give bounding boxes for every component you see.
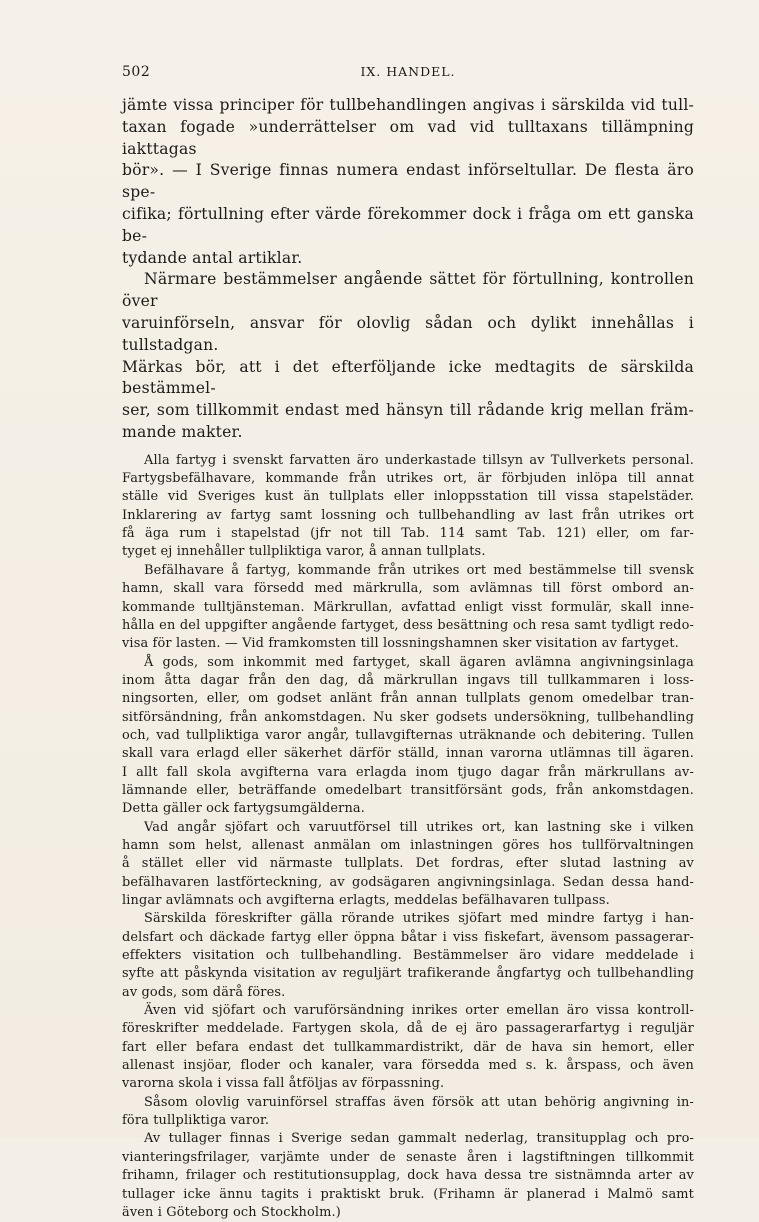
text-line: lämnande eller, beträffande omedelbart transitförsänt gods, från ankomstdagen. bbox=[122, 782, 694, 798]
text-line: varorna skola i vissa fall åtföljas av förpassning. bbox=[122, 1076, 445, 1092]
small-print-block bbox=[122, 452, 694, 1222]
text-line: effekters visitation och tullbehandling. Bestämmelser äro vidare meddelade i bbox=[122, 948, 694, 964]
text-line: Av tullager finnas i Sverige sedan gammalt nederlag, transitupplag och pro- bbox=[144, 1131, 694, 1147]
text-line: Märkas bör, att i det efterföljande icke medtagits de särskilda bestämmel- bbox=[122, 357, 694, 398]
text-line: få äga rum i stapelstad (jfr not till Tab. 114 samt Tab. 121) eller, om far- bbox=[122, 526, 694, 542]
text-line: frihamn, frilager och restitutionsupplag, dock hava dessa tre sistnämnda arter av bbox=[122, 1168, 694, 1184]
page-number: 502 bbox=[122, 64, 151, 80]
text-line: föra tullpliktiga varor. bbox=[122, 1113, 270, 1129]
page-header bbox=[122, 64, 694, 84]
text-line: inom åtta dagar från den dag, då märkrullan ingavs till tullkammaren i loss- bbox=[122, 672, 694, 688]
text-line: vianteringsfrilager, varjämte under de senaste åren i lagstiftningen tillkommit bbox=[122, 1149, 694, 1165]
text-line: I allt fall skola avgifterna vara erlagda inom tjugo dagar från märkrullans av- bbox=[122, 764, 694, 780]
text-line: taxan fogade »underrättelser om vad vid tulltaxans tillämpning iakttagas bbox=[122, 117, 694, 158]
text-line: sitförsändning, från ankomstdagen. Nu sker godsets undersökning, tullbehandling bbox=[122, 709, 694, 725]
text-line: Alla fartyg i svenskt farvatten äro underkastade tillsyn av Tullverkets personal. bbox=[144, 452, 694, 468]
running-title: IX. HANDEL. bbox=[360, 64, 456, 79]
text-line: Närmare bestämmelser angående sättet för förtullning, kontrollen över bbox=[122, 270, 694, 311]
text-line: och, vad tullpliktiga varor angår, tullavgifternas uträknande och debitering. Tullen bbox=[122, 727, 694, 743]
text-line: Särskilda föreskrifter gälla rörande utrikes sjöfart med mindre fartyg i han- bbox=[144, 911, 694, 927]
text-line: Fartygsbefälhavare, kommande från utrikes ort, är förbjuden inlöpa till annat bbox=[122, 471, 694, 487]
text-line: skall vara erlagd eller säkerhet därför ställd, innan varorna utlämnas till ägaren. bbox=[122, 746, 694, 762]
text-line: bör». — I Sverige finnas numera endast införseltullar. De flesta äro spe- bbox=[122, 161, 694, 202]
text-line: även i Göteborg och Stockholm.) bbox=[122, 1204, 341, 1220]
text-line: ser, som tillkommit endast med hänsyn till rådande krig mellan främ- bbox=[122, 401, 694, 420]
text-line: lingar avlämnats och avgifterna erlagts, meddelas befälhavaren tullpass. bbox=[122, 893, 610, 908]
text-line: kommande tulltjänsteman. Märkrullan, avfattad enligt visst formulär, skall inne- bbox=[122, 599, 694, 615]
text-line: Å gods, som inkommit med fartyget, skall ägaren avlämna angivningsinlaga bbox=[144, 654, 694, 670]
text-line: Detta gäller ock fartygsumgälderna. bbox=[122, 801, 365, 817]
text-line: hamn, skall vara försedd med märkrulla, som avlämnas till först ombord an- bbox=[122, 581, 694, 597]
text-line: Såsom olovlig varuinförsel straffas även försök att utan behörig angivning in- bbox=[144, 1094, 694, 1110]
text-line: fart eller befara endast det tullkammardistrikt, där de hava sin hemort, eller bbox=[122, 1039, 694, 1055]
text-line: Vad angår sjöfart och varuutförsel till utrikes ort, kan lastning ske i vilken bbox=[144, 819, 694, 835]
text-line: ningsorten, eller, om godset anlänt från annan tullplats genom omedelbar tran- bbox=[122, 691, 694, 707]
text-line: allenast insjöar, floder och kanaler, vara försedda med s. k. årspass, och även bbox=[122, 1058, 694, 1074]
text-line: cifika; förtullning efter värde förekommer dock i fråga om ett ganska be- bbox=[122, 204, 694, 245]
text-line: befälhavaren lastförteckning, av godsägaren angivningsinlaga. Sedan dessa hand- bbox=[122, 874, 694, 890]
text-line: mande makter. bbox=[122, 422, 243, 441]
main-text-block bbox=[122, 95, 694, 444]
text-line: Inklarering av fartyg samt lossning och tullbehandling av last från utrikes ort bbox=[122, 507, 694, 523]
text-line: å stället eller vid närmaste tullplats. Det fordras, efter slutad lastning av bbox=[122, 856, 694, 872]
text-line: tyget ej innehåller tullpliktiga varor, å annan tullplats. bbox=[122, 544, 486, 560]
text-line: delsfart och däckade fartyg eller öppna båtar i viss fiskefart, ävensom passagerar- bbox=[122, 929, 694, 945]
text-line: hålla en del uppgifter angående fartyget, dess besättning och resa samt tydligt redo- bbox=[122, 617, 694, 633]
text-line: Även vid sjöfart och varuförsändning inrikes orter emellan äro vissa kontroll- bbox=[144, 1003, 694, 1019]
text-line: syfte att påskynda visitation av reguljärt trafikerande ångfartyg och tullbehandling bbox=[122, 966, 694, 982]
text-line: tullager icke ännu tagits i praktiskt bruk. (Frihamn är planerad i Malmö samt bbox=[122, 1186, 694, 1202]
text-line: Befälhavare å fartyg, kommande från utrikes ort med bestämmelse till svensk bbox=[144, 562, 694, 578]
text-line: jämte vissa principer för tullbehandlingen angivas i särskilda vid tull- bbox=[122, 96, 694, 114]
page-body bbox=[122, 95, 694, 1222]
text-line: av gods, som därå föres. bbox=[122, 984, 286, 1000]
text-line: varuinförseln, ansvar för olovlig sådan och dylikt innehållas i tullstadgan. bbox=[122, 313, 694, 354]
text-line: tydande antal artiklar. bbox=[122, 248, 303, 267]
text-line: ställe vid Sveriges kust än tullplats eller inloppsstation till vissa stapelstäder. bbox=[122, 489, 694, 505]
text-line: hamn som helst, allenast anmälan om inlastningen göres hos tullförvaltningen bbox=[122, 837, 694, 853]
text-line: föreskrifter meddelade. Fartygen skola, då de ej äro passagerarfartyg i reguljär bbox=[122, 1021, 694, 1037]
text-line: visa för lasten. — Vid framkomsten till lossningshamnen sker visitation av fartyget. bbox=[122, 636, 679, 652]
